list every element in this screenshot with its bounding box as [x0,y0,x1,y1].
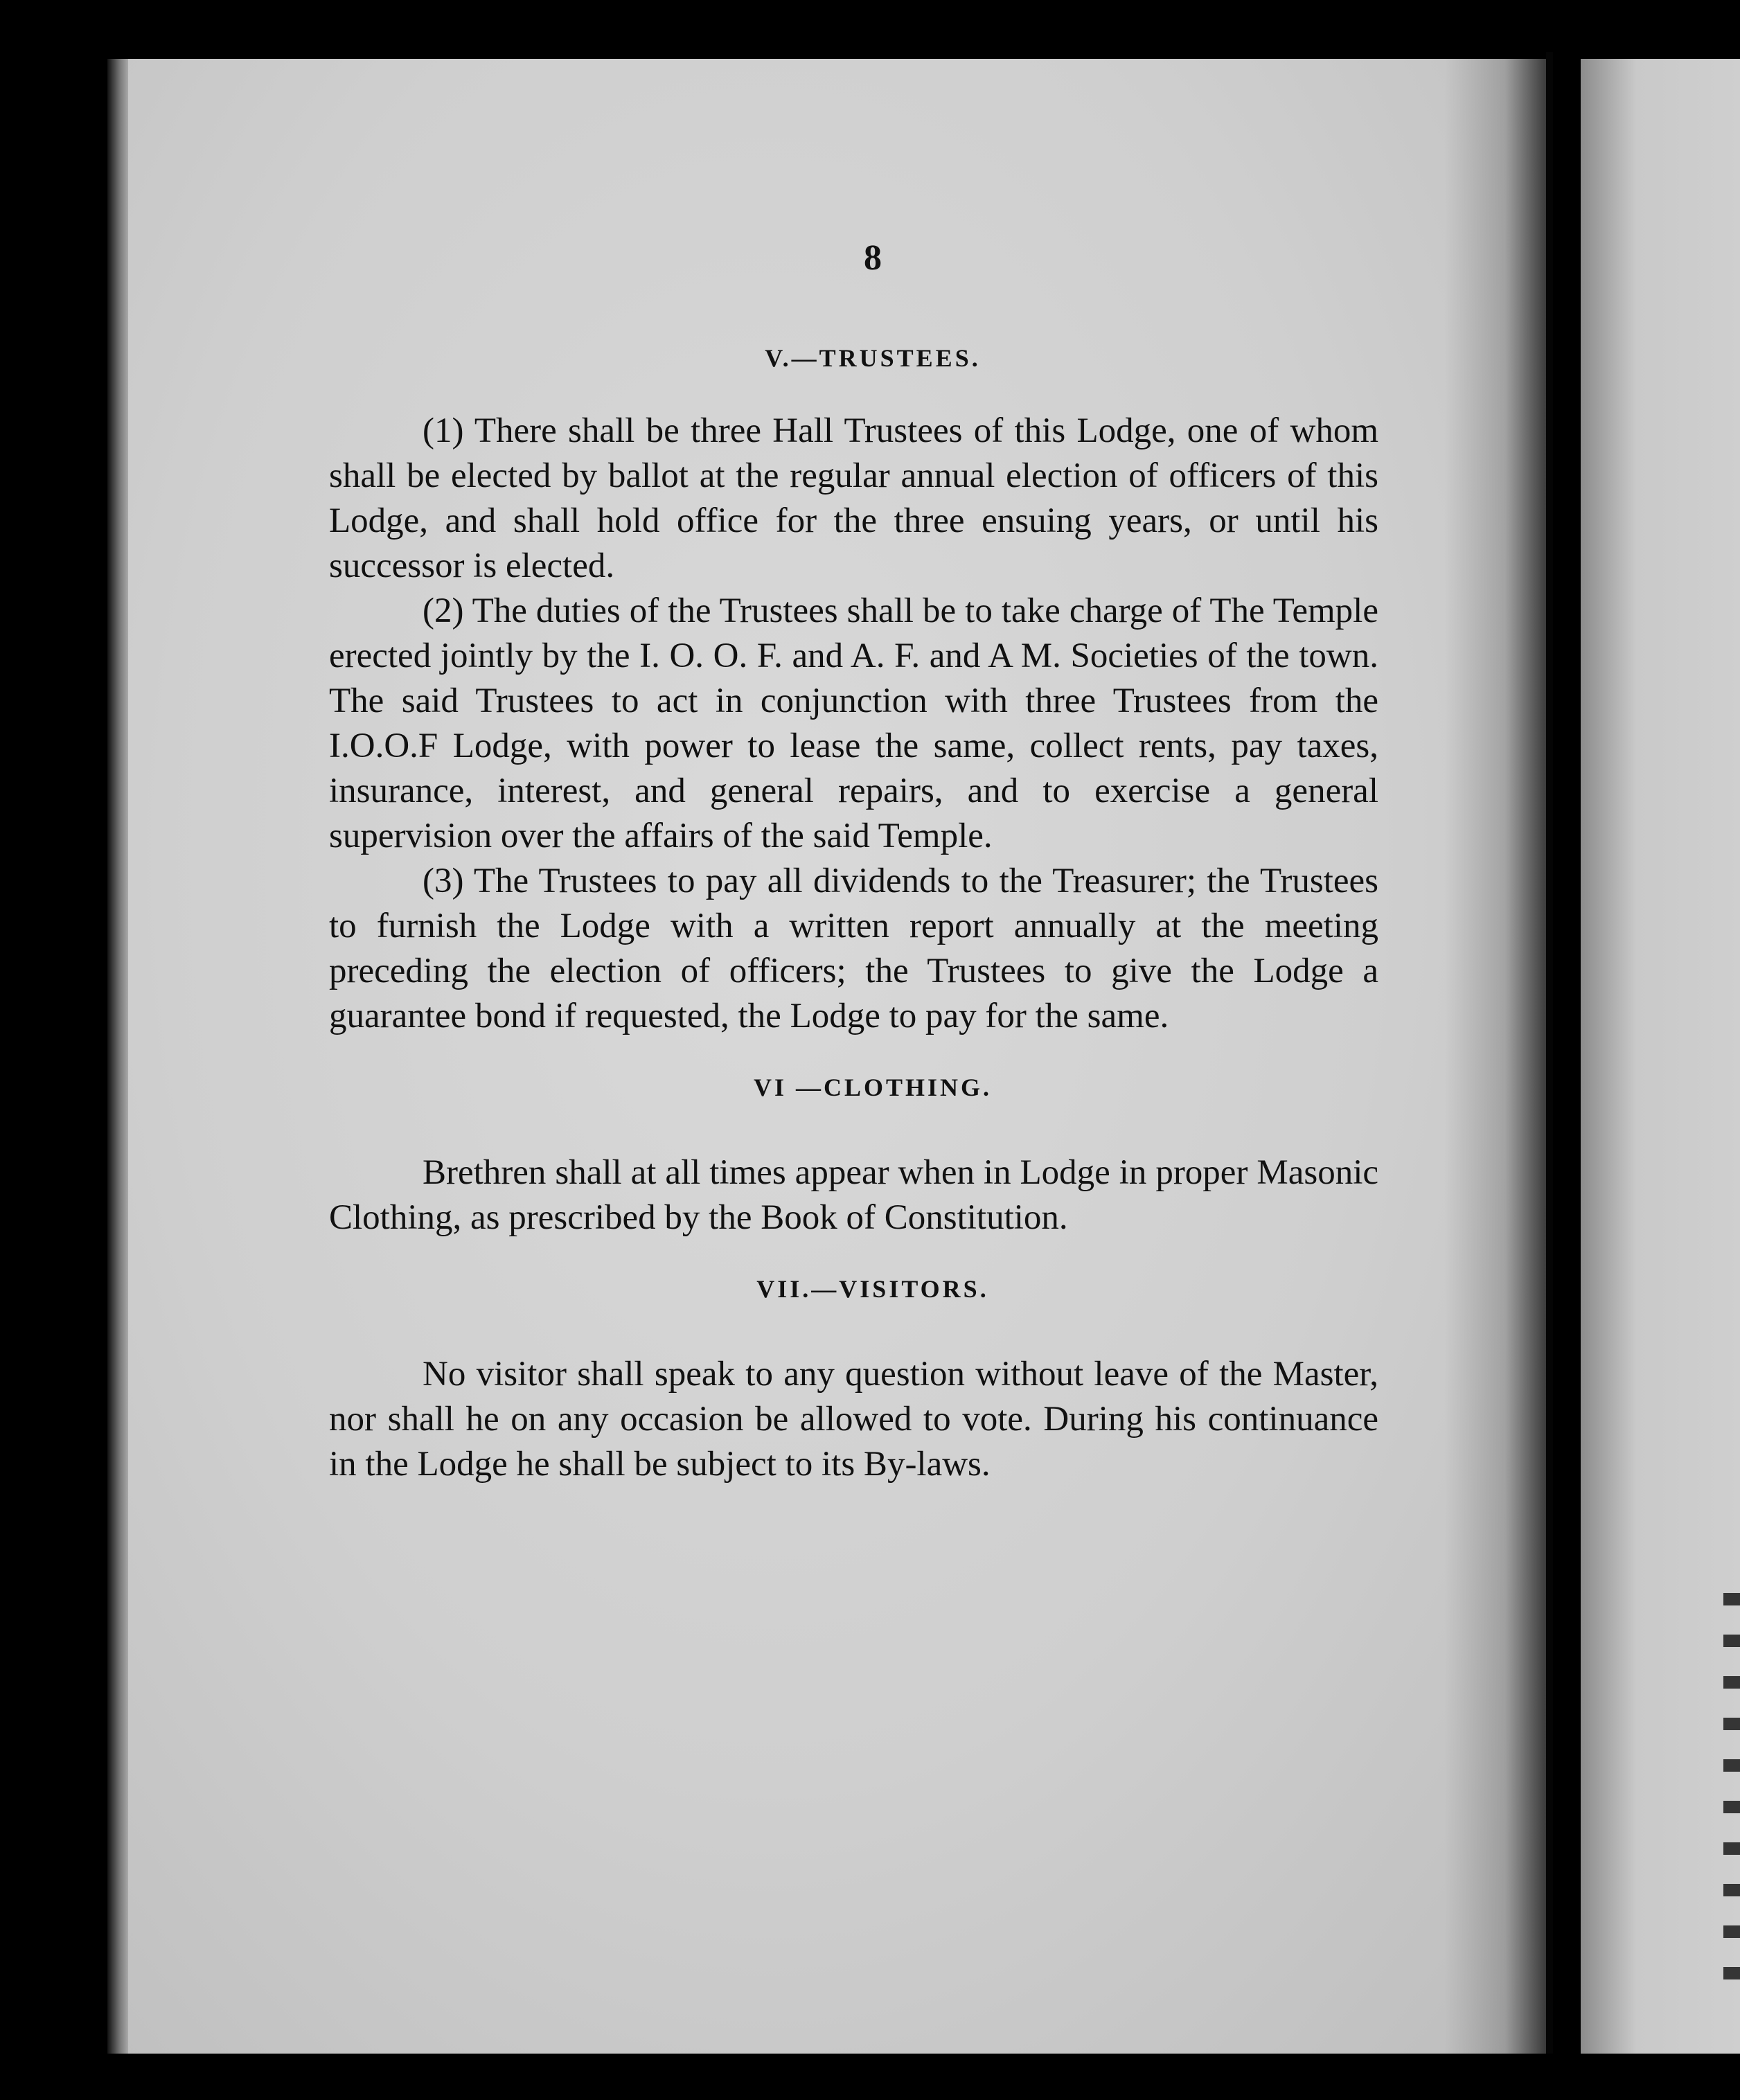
section-heading-trustees: V.—TRUSTEES. [765,344,981,372]
trustees-paragraph-3: (3) The Trustees to pay all dividends to the Treasurer; the Trustees to furnish the Lodge with a written report annually at the meeting preceding the election of officers; the Trustees to give the Lodge a guarantee bond if requested, the Lodge to pay for the same. [329,862,1378,1035]
section-heading-visitors: VII.—VISITORS. [756,1275,989,1303]
page-left-edge [107,59,128,2054]
visitors-paragraph: No visitor shall speak to any question without leave of the Master, nor shall he on any occasion be allowed to vote. During his continuance in the Lodge he shall be subject to its By-laws. [329,1355,1378,1484]
gutter-line [1546,52,1553,2054]
section-heading-clothing: VI —CLOTHING. [753,1074,993,1101]
facing-gap [1553,59,1581,2054]
page-number: 8 [864,238,882,278]
facing-page-text-fragments [1723,1593,1740,2009]
page-text [329,235,1378,1487]
clothing-paragraph: Brethren shall at all times appear when in Lodge in proper Masonic Clothing, as prescribed by the Book of Constitution. [329,1153,1378,1237]
trustees-paragraph-1: (1) There shall be three Hall Trustees of this Lodge, one of whom shall be elected by ballot at the regular annual election of officers of this Lodge, and shall hold office for the three ensuing years, or until his successor is elected. [329,411,1378,585]
page-gutter-shadow [1444,59,1555,2054]
facing-page-edge [1581,59,1740,2054]
trustees-paragraph-2: (2) The duties of the Trustees shall be to take charge of The Temple erected jointly by the I. O. O. F. and A. F. and A M. Societies of the town. The said Trustees to act in conjunction with three Trustees from the I.O.O.F Lodge, with power to lease the same, collect rents, pay taxes, insurance, interest, and general repairs, and to exercise a general supervision over the affairs of the said Temple. [329,591,1378,855]
